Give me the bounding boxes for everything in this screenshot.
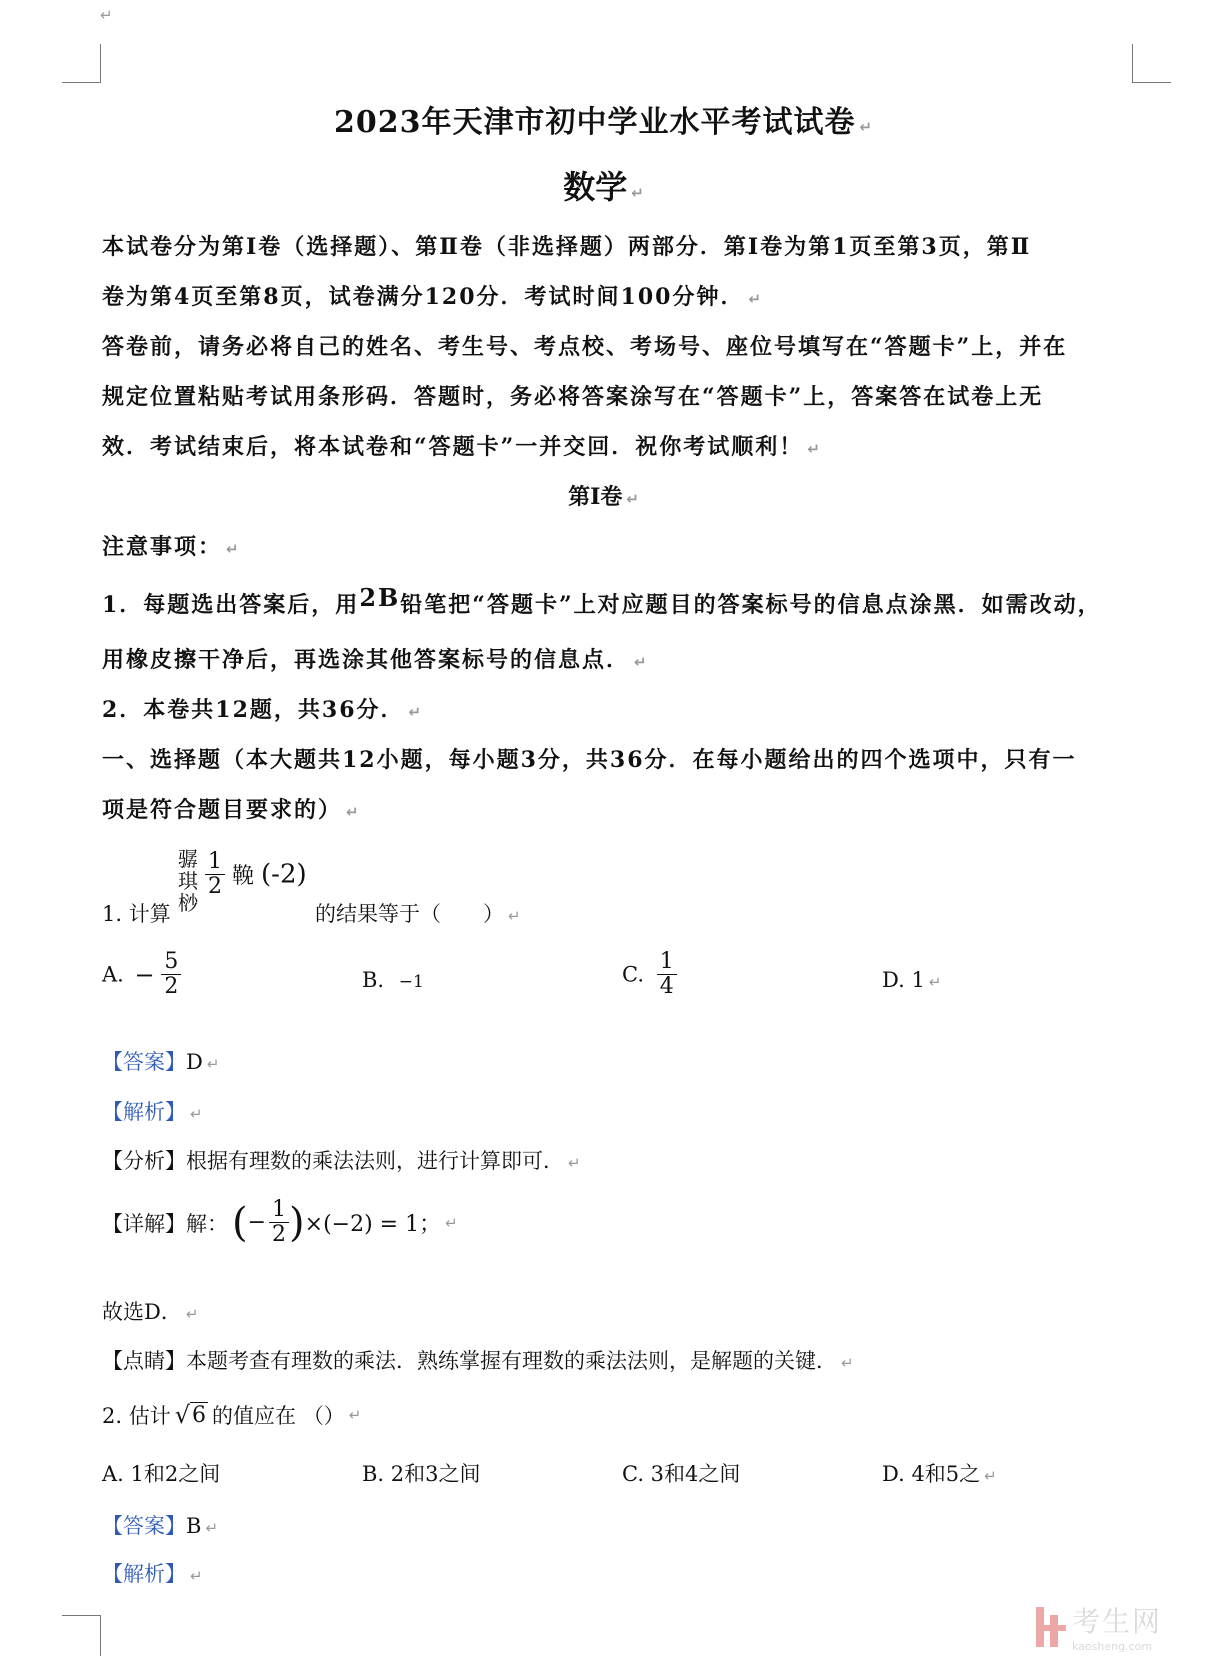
notes-title: 注意事项： ↵ [102, 534, 241, 560]
note-1-line-2: 用橡皮擦干净后，再选涂其他答案标号的信息点． ↵ [102, 647, 649, 673]
q2-option-c: C. 3和4之间 [622, 1462, 741, 1486]
q1-option-b: B. −1 [362, 968, 424, 992]
sqrt-symbol: √ [174, 1401, 191, 1429]
q1-garbled-stack: 骣 琪 桫 [178, 847, 198, 915]
intro-line-5: 效．考试结束后，将本试卷和“答题卡”一并交回．祝你考试顺利！ ↵ [102, 434, 822, 460]
q1-expression: $\frac{1}{2}$ 鞔 (‑2) [205, 850, 307, 899]
q1-stem: 1. 计算 [102, 902, 171, 926]
top-return-mark: ↵ [100, 6, 113, 24]
q2-analysis-tag: 【解析】 ↵ [102, 1562, 203, 1586]
crop-mark-top-left [62, 44, 101, 83]
section-heading-line-1: 一、选择题（本大题共12小题，每小题3分，共36分．在每小题给出的四个选项中，只有一 [102, 747, 1077, 773]
q1-option-d: D. 1 ↵ [882, 968, 942, 992]
q2-stem: 2. 估计 √ 6 的值应在 （） ↵ [102, 1401, 362, 1429]
page-title: 2023年天津市初中学业水平考试试卷 ↵ [333, 105, 874, 140]
q1-fenxi: 【分析】根据有理数的乘法法则，进行计算即可． ↵ [102, 1149, 581, 1173]
q1-answer: 【答案】D ↵ [102, 1050, 220, 1074]
kaosheng-logo-icon [1036, 1607, 1066, 1647]
q1-detail: 【详解】解： ( − $\frac{1}{2}$ ) ×(−2) = 1； ↵ [102, 1197, 458, 1248]
q1-stem-suffix: 的结果等于（ ） ↵ [315, 902, 521, 926]
watermark-logo: 考生网 kaosheng.com [1036, 1600, 1162, 1653]
q2-option-b: B. 2和3之间 [362, 1462, 481, 1486]
crop-mark-top-right [1132, 44, 1171, 83]
q2-answer: 【答案】B ↵ [102, 1514, 219, 1538]
note-2: 2．本卷共12题，共36分． ↵ [102, 697, 424, 723]
q1-analysis-tag: 【解析】 ↵ [102, 1100, 203, 1124]
intro-line-2: 卷为第4页至第8页，试卷满分120分．考试时间100分钟． ↵ [102, 284, 764, 310]
q1-conclusion: 故选D． ↵ [102, 1300, 199, 1324]
intro-line-4: 规定位置粘贴考试用条形码．答题时，务必将答案涂写在“答题卡”上，答案答在试卷上无 [102, 384, 1044, 410]
q1-option-c: C. $\frac{1}{4}$ [622, 950, 677, 999]
q1-dianjing: 【点睛】本题考查有理数的乘法．熟练掌握有理数的乘法法则，是解题的关键． ↵ [102, 1349, 854, 1373]
crop-mark-bottom-left [62, 1615, 101, 1656]
subject-title: 数学 ↵ [563, 168, 644, 206]
q1-option-a: A. − $\frac{5}{2}$ [102, 950, 181, 999]
section-heading-line-2: 项是符合题目要求的） ↵ [102, 797, 361, 823]
volume-label: 第Ⅰ卷 ↵ [568, 484, 639, 510]
q2-option-d: D. 4和5之 ↵ [882, 1462, 997, 1486]
intro-line-1: 本试卷分为第Ⅰ卷（选择题）、第Ⅱ卷（非选择题）两部分．第Ⅰ卷为第1页至第3页，第Ⅱ [102, 234, 1032, 260]
note-1-line-1: 1．每题选出答案后，用2B铅笔把“答题卡”上对应题目的答案标号的信息点涂黑．如需改动， [102, 583, 1102, 618]
q2-option-a: A. 1和2之间 [102, 1462, 221, 1486]
intro-line-3: 答卷前，请务必将自己的姓名、考生号、考点校、考场号、座位号填写在“答题卡”上，并在 [102, 334, 1068, 360]
